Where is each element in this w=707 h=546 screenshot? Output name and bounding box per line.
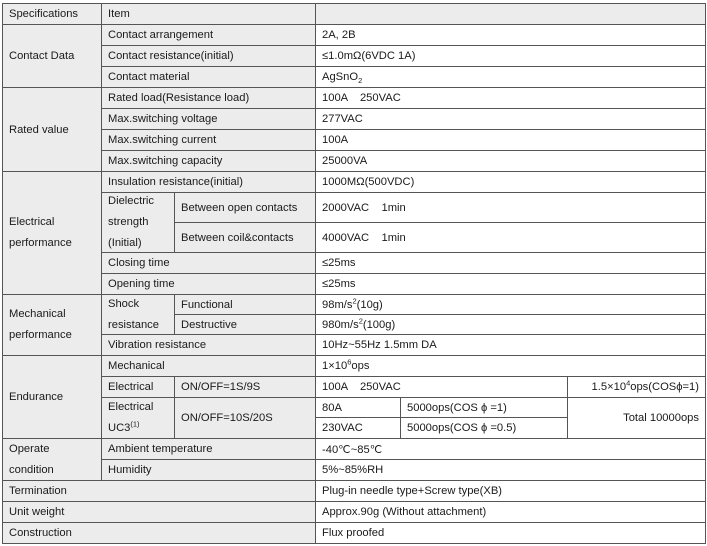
value-insulation-resistance-text: 1000MΩ(500VDC) bbox=[322, 176, 415, 188]
item-contact-resistance-label: Contact resistance(initial) bbox=[108, 50, 234, 62]
item-endurance-uc3-label bbox=[108, 397, 153, 439]
item-between-coil-contacts-label: Between coil&contacts bbox=[181, 231, 294, 244]
value-between-coil-contacts-text: 4000VAC 1min bbox=[322, 231, 406, 244]
item-switching-current-label: Max.switching current bbox=[108, 134, 217, 146]
item-endurance-uc3 bbox=[101, 397, 175, 439]
item-contact-arrangement-label: Contact arrangement bbox=[108, 29, 214, 41]
value-endurance-mechanical bbox=[315, 355, 706, 377]
item-switching-capacity-label: Max.switching capacity bbox=[108, 155, 223, 167]
ops-endurance-electrical-text bbox=[591, 378, 699, 393]
value-switching-capacity-text: 25000VA bbox=[322, 155, 368, 167]
value-termination-text: Plug-in needle type+Screw type(XB) bbox=[322, 485, 503, 497]
item-dielectric-strength-label bbox=[108, 192, 154, 253]
value-opening-time-text: ≤25ms bbox=[322, 278, 356, 290]
item-endurance-mechanical bbox=[101, 355, 316, 377]
value-uc3-voltage-text: 230VAC bbox=[322, 422, 363, 434]
group-electrical-performance-line2: performance bbox=[9, 237, 72, 249]
value-switching-current-text: 100A bbox=[322, 134, 349, 146]
group-electrical-performance-label bbox=[9, 212, 72, 254]
item-contact-resistance bbox=[101, 45, 316, 67]
group-electrical-performance-line1: Electrical bbox=[9, 216, 55, 228]
value-termination bbox=[315, 480, 706, 502]
value-opening-time bbox=[315, 273, 706, 295]
value-between-open-contacts bbox=[315, 192, 706, 223]
group-rated-value bbox=[2, 87, 102, 172]
condition-endurance-electrical-label: ON/OFF=1S/9S bbox=[181, 381, 261, 393]
item-rated-load-label: Rated load(Resistance load) bbox=[108, 92, 250, 104]
item-dielectric-line3: (Initial) bbox=[108, 237, 142, 249]
value-uc3-current-text: 80A bbox=[322, 401, 342, 414]
header-specifications bbox=[2, 3, 102, 25]
value-endurance-electrical bbox=[315, 376, 568, 398]
value-shock-functional-main: 98m/s bbox=[322, 298, 353, 311]
item-dielectric-strength bbox=[101, 192, 175, 253]
value-contact-material-text bbox=[322, 71, 363, 86]
value-switching-voltage bbox=[315, 108, 706, 130]
total-uc3-text: Total 10000ops bbox=[623, 412, 699, 424]
item-ambient-temperature bbox=[101, 438, 316, 460]
item-endurance-mechanical-label: Mechanical bbox=[108, 360, 165, 372]
value-between-coil-contacts bbox=[315, 222, 706, 253]
value-contact-material bbox=[315, 66, 706, 88]
value-endurance-electrical-text: 100A 250VAC bbox=[322, 381, 401, 393]
value-vibration-resistance bbox=[315, 334, 706, 356]
value-uc3-voltage bbox=[315, 417, 401, 439]
item-between-open-contacts bbox=[174, 192, 316, 223]
value-rated-load-text: 100A 250VAC bbox=[322, 92, 401, 104]
group-contact-data-label: Contact Data bbox=[9, 50, 75, 62]
value-insulation-resistance bbox=[315, 171, 706, 193]
item-shock-destructive bbox=[174, 314, 316, 335]
value-contact-arrangement-text: 2A, 2B bbox=[322, 29, 356, 41]
item-insulation-resistance-label: Insulation resistance(initial) bbox=[108, 176, 243, 188]
value-shock-destructive-main: 980m/s bbox=[322, 318, 359, 331]
value-ambient-temperature bbox=[315, 438, 706, 460]
total-uc3 bbox=[567, 397, 706, 439]
group-endurance bbox=[2, 355, 102, 439]
group-endurance-label: Endurance bbox=[9, 391, 64, 403]
value-contact-resistance-text: ≤1.0mΩ(6VDC 1A) bbox=[322, 50, 416, 62]
value-endurance-mechanical-superscript: 6 bbox=[347, 357, 352, 367]
item-opening-time bbox=[101, 273, 316, 295]
value-contact-arrangement bbox=[315, 24, 706, 46]
header-item-label: Item bbox=[108, 8, 130, 20]
value-switching-voltage-text: 277VAC bbox=[322, 113, 363, 125]
value-uc3-current bbox=[315, 397, 401, 418]
label-construction bbox=[2, 522, 316, 544]
item-shock-line1: Shock bbox=[108, 297, 140, 310]
value-shock-destructive-superscript: 2 bbox=[358, 315, 363, 325]
value-construction bbox=[315, 522, 706, 544]
label-termination bbox=[2, 480, 316, 502]
ops-endurance-electrical-main: 1.5×10 bbox=[591, 381, 627, 393]
group-contact-data bbox=[2, 24, 102, 88]
value-ambient-temperature-text: -40℃~85℃ bbox=[322, 443, 383, 456]
item-shock-destructive-label: Destructive bbox=[181, 318, 237, 331]
value-unit-weight bbox=[315, 501, 706, 523]
value-switching-current bbox=[315, 129, 706, 151]
group-operate-condition-label bbox=[9, 439, 54, 481]
value-endurance-mechanical-main: 1×10 bbox=[322, 360, 348, 372]
ops-uc3-row2 bbox=[400, 417, 568, 439]
label-termination-text: Termination bbox=[9, 485, 67, 497]
item-dielectric-line1: Dielectric bbox=[108, 195, 155, 207]
item-shock-resistance bbox=[101, 294, 175, 335]
condition-endurance-uc3-label: ON/OFF=10S/20S bbox=[181, 412, 273, 424]
value-closing-time bbox=[315, 252, 706, 274]
item-humidity bbox=[101, 459, 316, 481]
item-contact-arrangement bbox=[101, 24, 316, 46]
label-unit-weight bbox=[2, 501, 316, 523]
value-construction-text: Flux proofed bbox=[322, 527, 385, 539]
item-endurance-uc3-line1: Electrical bbox=[108, 401, 154, 413]
item-shock-resistance-label bbox=[108, 294, 159, 335]
group-mechanical-performance bbox=[2, 294, 102, 356]
ops-uc3-row2-text: 5000ops(COS ϕ =0.5) bbox=[407, 422, 517, 434]
value-shock-functional-text bbox=[322, 295, 383, 311]
value-unit-weight-text: Approx.90g (Without attachment) bbox=[322, 506, 487, 518]
item-switching-voltage-label: Max.switching voltage bbox=[108, 113, 218, 125]
item-shock-functional-label: Functional bbox=[181, 298, 233, 311]
ops-endurance-electrical-tail: ops(COSϕ=1) bbox=[630, 381, 699, 393]
condition-endurance-electrical bbox=[174, 376, 316, 398]
value-shock-functional-superscript: 2 bbox=[352, 295, 357, 305]
item-closing-time bbox=[101, 252, 316, 274]
value-rated-load bbox=[315, 87, 706, 109]
header-specifications-label: Specifications bbox=[9, 8, 79, 20]
group-operate-condition bbox=[2, 438, 102, 481]
ops-uc3-row1 bbox=[400, 397, 568, 418]
value-shock-destructive-tail: (100g) bbox=[362, 318, 396, 331]
value-humidity-text: 5%~85%RH bbox=[322, 464, 384, 476]
label-construction-text: Construction bbox=[9, 527, 72, 539]
item-endurance-uc3-line2 bbox=[108, 418, 153, 439]
value-contact-material-main: AgSnO bbox=[322, 71, 359, 83]
item-vibration-resistance-label: Vibration resistance bbox=[108, 339, 207, 351]
value-between-open-contacts-text: 2000VAC 1min bbox=[322, 201, 406, 214]
item-opening-time-label: Opening time bbox=[108, 278, 175, 290]
condition-endurance-uc3 bbox=[174, 397, 316, 439]
value-endurance-mechanical-text bbox=[322, 357, 370, 372]
header-item bbox=[101, 3, 316, 25]
item-ambient-temperature-label: Ambient temperature bbox=[108, 443, 213, 455]
ops-uc3-row1-text: 5000ops(COS ϕ =1) bbox=[407, 401, 507, 414]
item-closing-time-label: Closing time bbox=[108, 257, 170, 269]
value-shock-functional bbox=[315, 294, 706, 315]
value-contact-material-subscript: 2 bbox=[358, 76, 363, 86]
group-mechanical-performance-line1: Mechanical bbox=[9, 308, 66, 320]
item-endurance-electrical-label: Electrical bbox=[108, 381, 154, 393]
group-operate-condition-line1: Operate bbox=[9, 442, 50, 455]
value-shock-functional-tail: (10g) bbox=[356, 298, 383, 311]
group-operate-condition-line2: condition bbox=[9, 463, 54, 476]
item-contact-material bbox=[101, 66, 316, 88]
item-rated-load bbox=[101, 87, 316, 109]
value-vibration-resistance-text: 10Hz~55Hz 1.5mm DA bbox=[322, 339, 437, 351]
value-shock-destructive-text bbox=[322, 315, 396, 331]
group-mechanical-performance-label bbox=[9, 304, 72, 346]
value-shock-destructive bbox=[315, 314, 706, 335]
ops-endurance-electrical-superscript: 4 bbox=[626, 378, 631, 388]
value-endurance-mechanical-tail: ops bbox=[351, 360, 370, 372]
item-endurance-uc3-line2-main: UC3 bbox=[108, 422, 131, 434]
item-dielectric-line2: strength bbox=[108, 216, 149, 228]
ops-endurance-electrical bbox=[567, 376, 706, 398]
item-contact-material-label: Contact material bbox=[108, 71, 190, 83]
group-electrical-performance bbox=[2, 171, 102, 295]
item-between-open-contacts-label: Between open contacts bbox=[181, 201, 298, 214]
item-switching-voltage bbox=[101, 108, 316, 130]
item-vibration-resistance bbox=[101, 334, 316, 356]
item-shock-line2: resistance bbox=[108, 318, 159, 331]
item-humidity-label: Humidity bbox=[108, 464, 152, 476]
item-between-coil-contacts bbox=[174, 222, 316, 253]
label-unit-weight-text: Unit weight bbox=[9, 506, 65, 518]
item-shock-functional bbox=[174, 294, 316, 315]
group-rated-value-label: Rated value bbox=[9, 123, 69, 136]
item-insulation-resistance bbox=[101, 171, 316, 193]
item-switching-capacity bbox=[101, 150, 316, 172]
item-switching-current bbox=[101, 129, 316, 151]
header-value bbox=[315, 3, 706, 25]
item-endurance-electrical bbox=[101, 376, 175, 398]
item-endurance-uc3-footnote: (1) bbox=[130, 419, 140, 429]
value-humidity bbox=[315, 459, 706, 481]
value-contact-resistance bbox=[315, 45, 706, 67]
value-closing-time-text: ≤25ms bbox=[322, 257, 356, 269]
group-mechanical-performance-line2: performance bbox=[9, 329, 72, 341]
value-switching-capacity bbox=[315, 150, 706, 172]
